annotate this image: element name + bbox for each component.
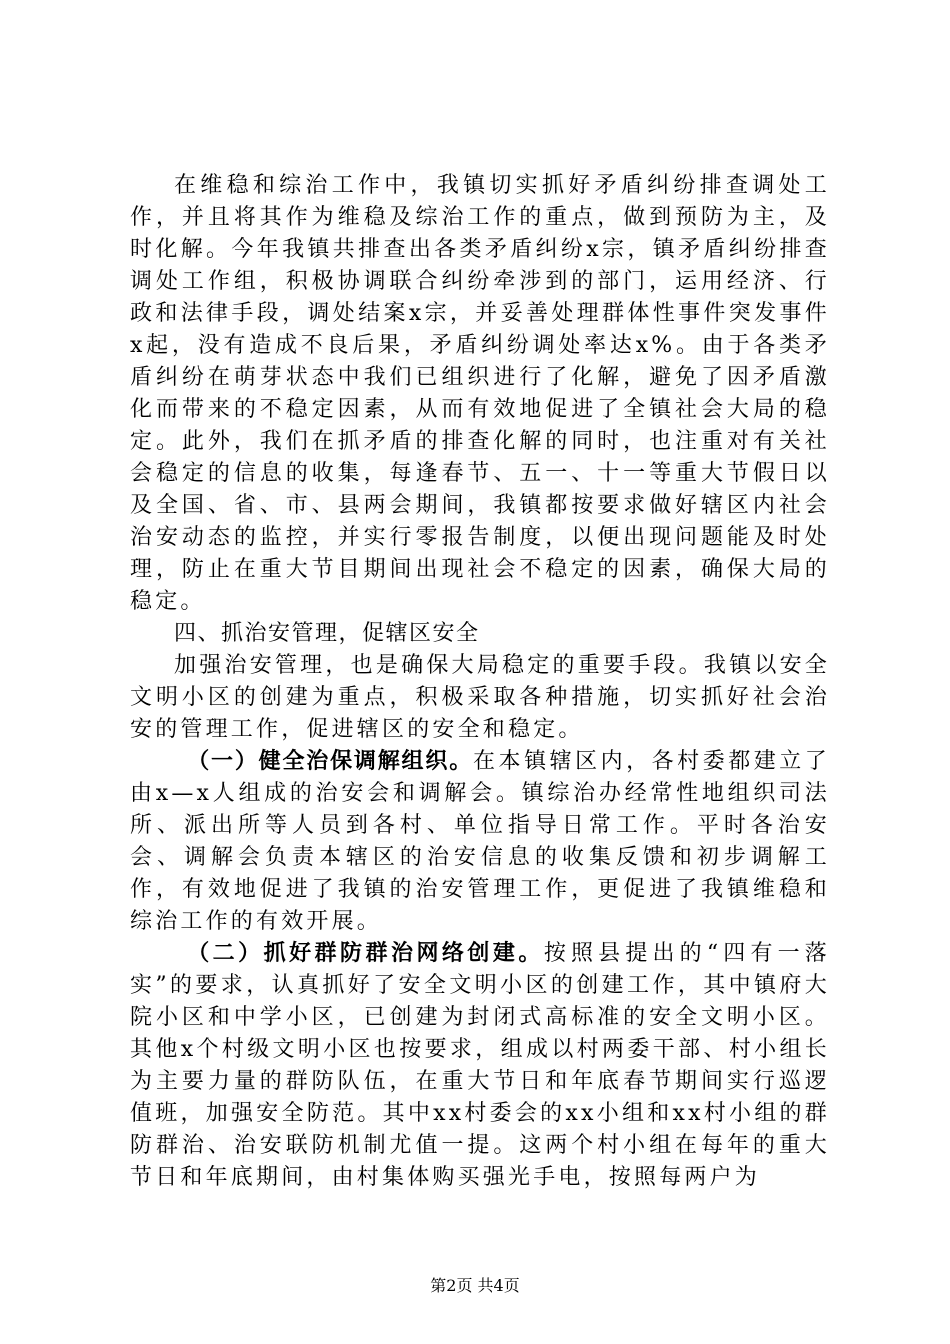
subheading-mass-prevention-network: （二）抓好群防群治网络创建。 <box>187 941 544 966</box>
paragraph-security-intro: 加强治安管理，也是确保大局稳定的重要手段。我镇以安全文明小区的创建为重点，积极采取各种措施，切实抓好社会治安的管理工作，促进辖区的安全和稳定。 <box>130 653 830 742</box>
paragraph-mass-prevention-network-text: 按照县提出的“四有一落实”的要求，认真抓好了安全文明小区的创建工作，其中镇府大院小区和中学小区，已创建为封闭式高标准的安全文明小区。其他x个村级文明小区也按要求，组成以村两委干部、村小组长为主要力量的群防队伍，在重大节日和年底春节期间实行巡逻值班，加强安全防范。其中xx村委会的xx小组和xx村小组的群防群治、治安联防机制尤值一提。这两个村小组在每年的重大节日和年底期间，由村集体购买强光手电，按照每两户为 <box>130 941 830 1190</box>
paragraph-mediation-organization-text: 在本镇辖区内，各村委都建立了由x—x人组成的治安会和调解会。镇综治办经常性地组织司法所、派出所等人员到各村、单位指导日常工作。平时各治安会、调解会负责本辖区的治安信息的收集反馈和初步调解工作，有效地促进了我镇的治安管理工作，更促进了我镇维稳和综治工作的有效开展。 <box>130 749 830 934</box>
paragraph-mediation-organization <box>130 746 830 938</box>
subheading-mediation-organization: （一）健全治保调解组织。 <box>187 749 474 774</box>
page-number-footer: 第2页 共4页 <box>430 1276 520 1295</box>
section-heading-public-security: 四、抓治安管理，促辖区安全 <box>174 621 480 646</box>
document-body <box>130 170 830 1194</box>
paragraph-mass-prevention-network <box>130 938 830 1194</box>
paragraph-dispute-mediation: 在维稳和综治工作中，我镇切实抓好矛盾纠纷排查调处工作，并且将其作为维稳及综治工作的重点，做到预防为主，及时化解。今年我镇共排查出各类矛盾纠纷x宗，镇矛盾纠纷排查调处工作组，积极协调联合纠纷牵涉到的部门，运用经济、行政和法律手段，调处结案x宗，并妥善处理群体性事件突发事件x起，没有造成不良后果，矛盾纠纷调处率达x%。由于各类矛盾纠纷在萌芽状态中我们已组织进行了化解，避免了因矛盾激化而带来的不稳定因素，从而有效地促进了全镇社会大局的稳定。此外，我们在抓矛盾的排查化解的同时，也注重对有关社会稳定的信息的收集，每逢春节、五一、十一等重大节假日以及全国、省、市、县两会期间，我镇都按要求做好辖区内社会治安动态的监控，并实行零报告制度，以便出现问题能及时处理，防止在重大节目期间出现社会不稳定的因素，确保大局的稳定。 <box>130 173 830 614</box>
